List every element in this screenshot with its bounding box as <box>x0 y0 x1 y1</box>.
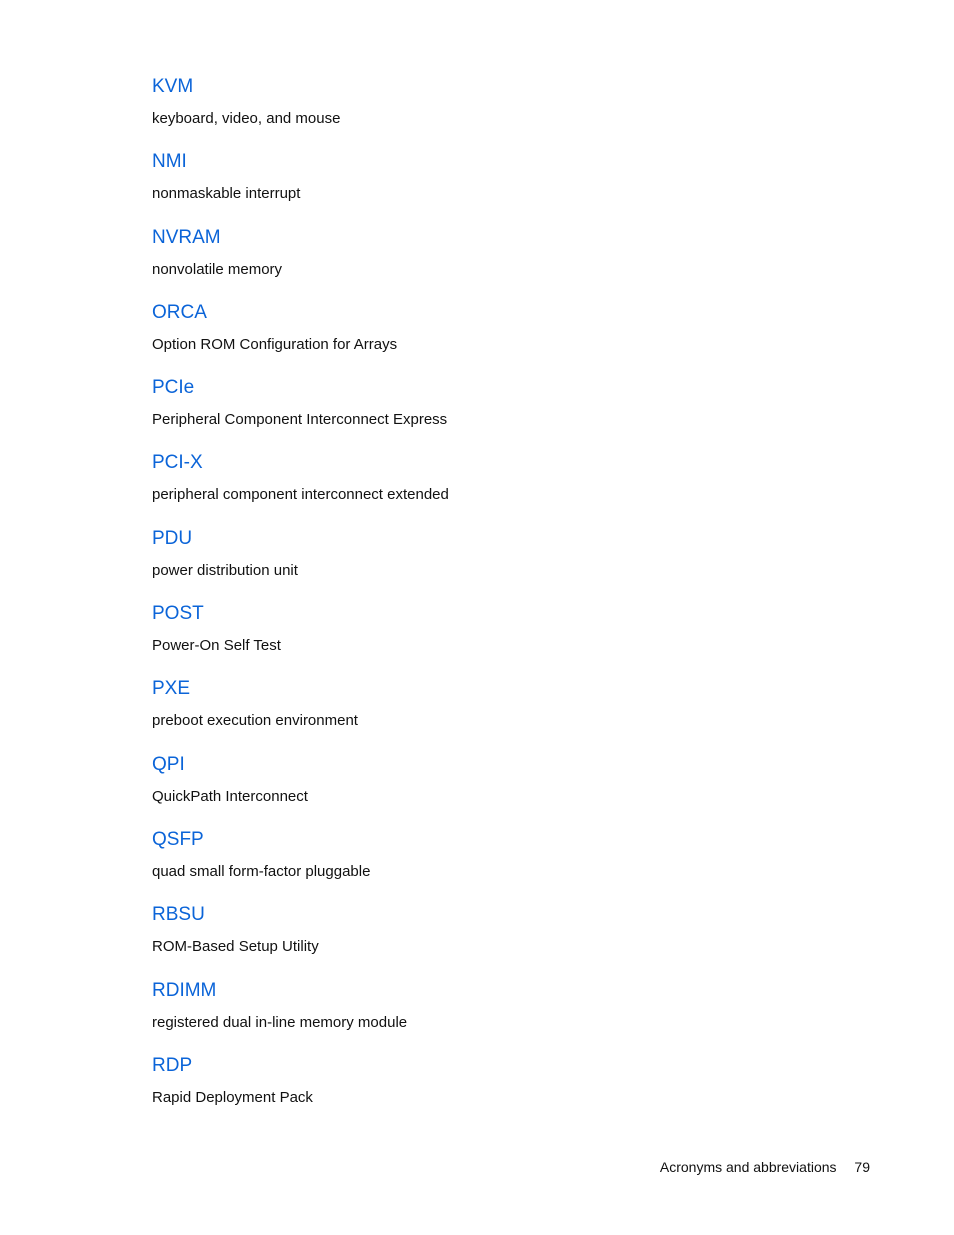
glossary-definition: nonvolatile memory <box>152 260 283 278</box>
glossary-term[interactable]: PCIe <box>152 377 195 399</box>
glossary-term[interactable]: KVM <box>152 76 194 97</box>
glossary-definition: nonmaskable interrupt <box>152 185 301 203</box>
glossary-entry <box>152 374 852 449</box>
glossary-term[interactable]: PXE <box>152 678 191 700</box>
glossary-definition: Peripheral Component Interconnect Express <box>152 411 448 429</box>
glossary-term[interactable]: NVRAM <box>152 226 221 248</box>
glossary-definition: QuickPath Interconnect <box>152 787 308 805</box>
glossary-term[interactable]: ORCA <box>152 301 207 323</box>
glossary-entry <box>152 525 852 600</box>
glossary-term[interactable]: RBSU <box>152 904 205 926</box>
glossary-entry <box>152 299 852 374</box>
glossary-definition: power distribution unit <box>152 561 298 579</box>
glossary-entry <box>152 826 852 901</box>
glossary-entry <box>152 751 852 826</box>
glossary-term[interactable]: QSFP <box>152 828 204 850</box>
glossary-definition: keyboard, video, and mouse <box>152 110 341 127</box>
glossary-definition: registered dual in-line memory module <box>152 1013 408 1031</box>
glossary-definition: quad small form-factor pluggable <box>152 862 371 880</box>
footer-section-title: Acronyms and abbreviations <box>659 1159 837 1175</box>
glossary-entry <box>152 675 852 750</box>
glossary-entry <box>152 1052 852 1127</box>
glossary-entry <box>152 901 852 976</box>
glossary-list <box>152 73 852 1127</box>
glossary-term[interactable]: RDP <box>152 1054 193 1076</box>
glossary-entry <box>152 449 852 524</box>
glossary-entry <box>152 977 852 1052</box>
glossary-definition: ROM-Based Setup Utility <box>152 938 319 956</box>
glossary-definition: Rapid Deployment Pack <box>152 1088 313 1106</box>
glossary-definition: peripheral component interconnect extended <box>152 486 449 504</box>
glossary-term[interactable]: NMI <box>152 151 187 173</box>
glossary-entry <box>152 148 852 223</box>
glossary-term[interactable]: PCI-X <box>152 452 203 474</box>
glossary-term[interactable]: POST <box>152 603 204 625</box>
glossary-term[interactable]: RDIMM <box>152 979 217 1001</box>
glossary-entry <box>152 73 852 148</box>
glossary-term[interactable]: QPI <box>152 753 185 775</box>
page-number: 79 <box>854 1159 870 1175</box>
glossary-definition: preboot execution environment <box>152 712 358 730</box>
glossary-term[interactable]: PDU <box>152 527 193 549</box>
glossary-entry <box>152 600 852 675</box>
glossary-definition: Option ROM Configuration for Arrays <box>152 335 398 353</box>
glossary-definition: Power-On Self Test <box>152 637 281 655</box>
page-footer <box>660 1157 870 1177</box>
glossary-entry <box>152 224 852 299</box>
